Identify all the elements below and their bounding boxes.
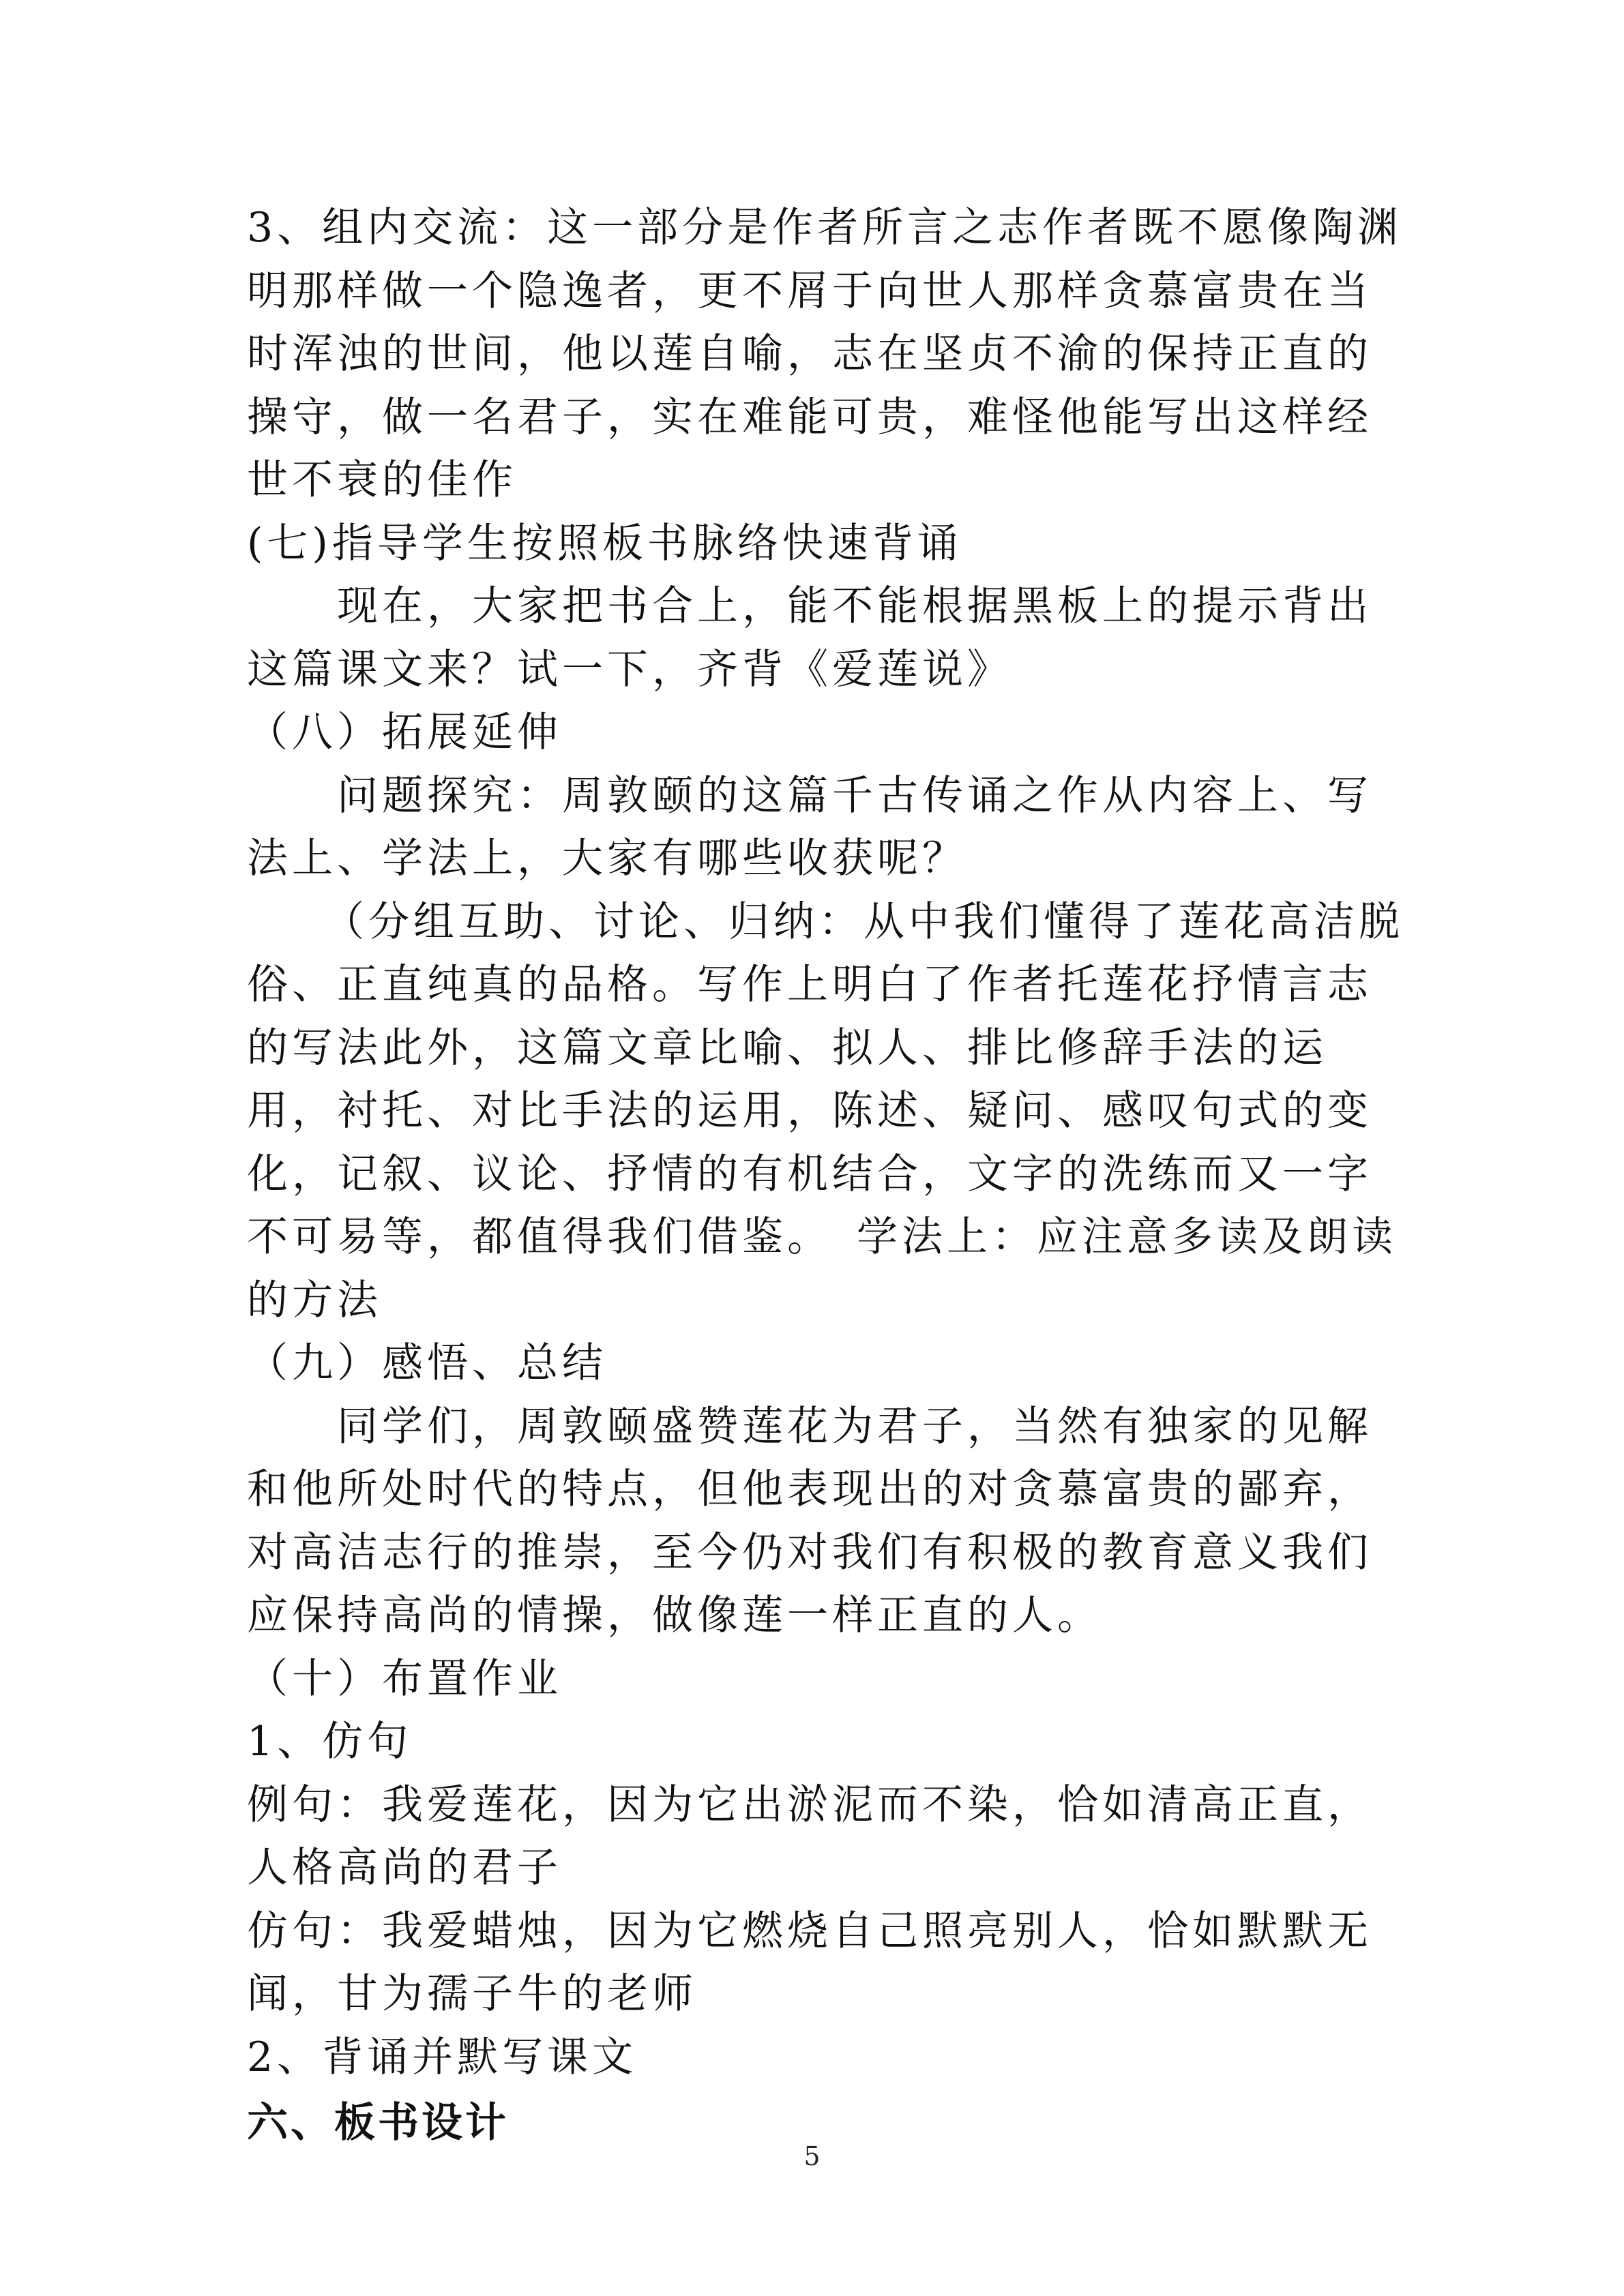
paragraph-line: 1、仿句	[247, 1718, 413, 1765]
paragraph-line: 不可易等，都值得我们借鉴。 学法上：应注意多读及朗读	[247, 1213, 1397, 1261]
section-title-9: （九）感悟、总结	[247, 1339, 607, 1387]
paragraph-line: 世不衰的佳作	[247, 456, 517, 504]
paragraph-line: 人格高尚的君子	[247, 1844, 562, 1892]
paragraph-line: 对高洁志行的推崇，至今仍对我们有积极的教育意义我们	[247, 1528, 1372, 1577]
paragraph-line: 操守，做一名君子，实在难能可贵，难怪他能写出这样经	[247, 393, 1372, 441]
section-heading-board-design: 六、板书设计	[247, 2099, 509, 2147]
section-title-7: (七)指导学生按照板书脉络快速背诵	[247, 519, 962, 567]
paragraph-line: 和他所处时代的特点，但他表现出的对贪慕富贵的鄙弃，	[247, 1465, 1372, 1513]
paragraph-line: 这篇课文来？试一下，齐背《爱莲说》	[247, 645, 1012, 694]
section-title-10: （十）布置作业	[247, 1654, 562, 1703]
paragraph-line: 闻，甘为孺子牛的老师	[247, 1970, 697, 2018]
paragraph-line: 同学们，周敦颐盛赞莲花为君子，当然有独家的见解	[337, 1402, 1372, 1450]
page-number: 5	[803, 2141, 821, 2171]
paragraph-line: 明那样做一个隐逸者，更不屑于向世人那样贪慕富贵在当	[247, 267, 1372, 315]
paragraph-line: 3、组内交流：这一部分是作者所言之志作者既不愿像陶渊	[247, 204, 1403, 252]
paragraph-line: 时浑浊的世间，他以莲自喻，志在坚贞不渝的保持正直的	[247, 330, 1372, 378]
paragraph-line: 法上、学法上，大家有哪些收获呢？	[247, 835, 967, 882]
paragraph-line: 仿句：我爱蜡烛，因为它燃烧自己照亮别人，恰如默默无	[247, 1907, 1372, 1955]
paragraph-line: （分组互助、讨论、归纳：从中我们懂得了莲花高洁脱	[323, 897, 1404, 946]
paragraph-line: 用，衬托、对比手法的运用，陈述、疑问、感叹句式的变	[247, 1087, 1372, 1135]
paragraph-line: 应保持高尚的情操，做像莲一样正直的人。	[247, 1592, 1102, 1639]
paragraph-line: 化，记叙、议论、抒情的有机结合，文字的洗练而又一字	[247, 1150, 1372, 1198]
paragraph-line: 问题探究：周敦颐的这篇千古传诵之作从内容上、写	[337, 771, 1372, 820]
document-body	[247, 196, 1406, 2155]
paragraph-line: 的写法此外，这篇文章比喻、拟人、排比修辞手法的运	[247, 1024, 1327, 1072]
paragraph-line: 俗、正直纯真的品格。写作上明白了作者托莲花抒情言志	[247, 961, 1372, 1009]
paragraph-line: 的方法	[247, 1276, 382, 1324]
section-title-8: （八）拓展延伸	[247, 709, 562, 756]
paragraph-line: 例句：我爱莲花，因为它出淤泥而不染，恰如清高正直，	[247, 1780, 1372, 1829]
paragraph-line: 现在，大家把书合上，能不能根据黑板上的提示背出	[337, 582, 1372, 630]
paragraph-line: 2、背诵并默写课文	[247, 2033, 638, 2081]
